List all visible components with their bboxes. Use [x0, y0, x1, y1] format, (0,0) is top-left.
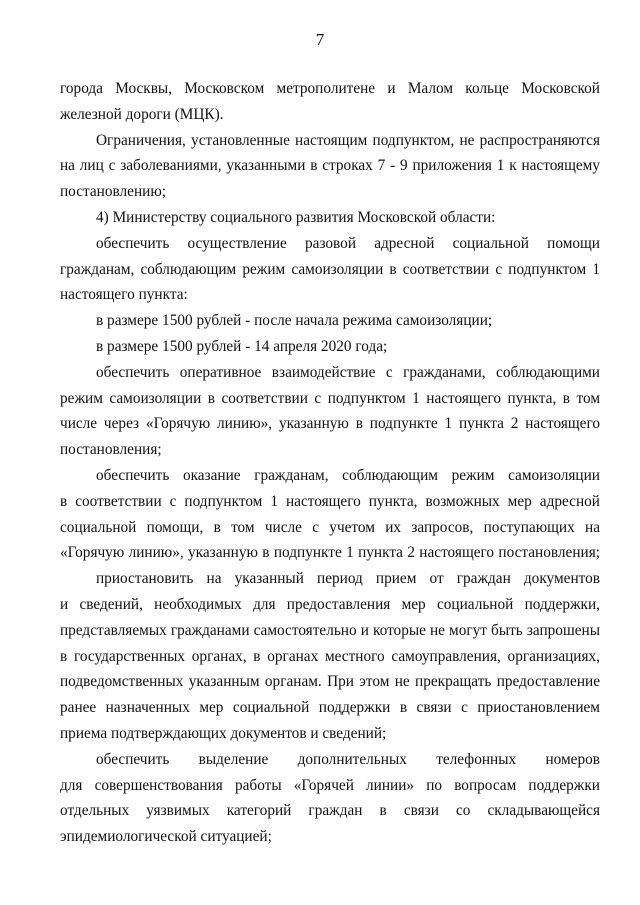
text-line: «Горячую линию», указанную в подпункте 1 пункта 2 настоящего постановления;	[60, 544, 600, 562]
text-line: режим самоизоляции в соответствии с подпунктом 1 настоящего пункта, в том	[60, 389, 600, 407]
text-line: постановления;	[60, 441, 162, 459]
text-line: подведомственных указанным органам. При этом не прекращать предоставление	[60, 673, 600, 691]
text-line: числе через «Горячую линию», указанную в подпункте 1 пункта 2 настоящего	[60, 415, 600, 433]
text-line: социальной помощи, в том числе с учетом их запросов, поступающих на	[60, 518, 600, 536]
text-line: гражданам, соблюдающим режим самоизоляции в соответствии с подпунктом 1	[60, 260, 600, 278]
text-line: в размере 1500 рублей - после начала режима самоизоляции;	[96, 312, 493, 330]
text-line: города Москвы, Московском метрополитене и Малом кольце Московской	[60, 80, 600, 97]
text-line: постановлению;	[60, 183, 166, 201]
text-line: приостановить на указанный период прием от граждан документов	[96, 570, 600, 588]
text-line: и сведений, необходимых для предоставления мер социальной поддержки,	[60, 595, 600, 613]
text-line: обеспечить оказание гражданам, соблюдающим режим самоизоляции	[96, 466, 600, 484]
document-body	[60, 76, 600, 850]
text-line: ранее назначенных мер социальной поддержки в связи с приостановлением	[60, 699, 600, 717]
text-line: железной дороги (МЦК).	[60, 105, 224, 123]
text-line: отдельных уязвимых категорий граждан в связи со складывающейся	[60, 802, 600, 820]
text-line: Ограничения, установленные настоящим подпунктом, не распространяются	[96, 131, 600, 149]
text-line: в соответствии с подпунктом 1 настоящего пункта, возможных мер адресной	[60, 492, 600, 510]
text-line: 4) Министерству социального развития Московской области:	[96, 208, 496, 226]
text-line: обеспечить осуществление разовой адресной социальной помощи	[96, 234, 600, 252]
page-number: 7	[315, 30, 325, 49]
text-line: обеспечить выделение дополнительных телефонных номеров	[96, 750, 600, 768]
text-line: настоящего пункта:	[60, 286, 188, 304]
text-line: в размере 1500 рублей - 14 апреля 2020 года;	[96, 337, 388, 355]
text-line: для совершенствования работы «Горячей линии» по вопросам поддержки	[60, 776, 600, 794]
text-line: представляемых гражданами самостоятельно и которые не могут быть запрошены	[60, 621, 600, 639]
text-line: эпидемиологической ситуацией;	[60, 828, 272, 846]
text-line: обеспечить оперативное взаимодействие с гражданами, соблюдающими	[96, 363, 600, 381]
text-line: приема подтверждающих документов и сведений;	[60, 724, 387, 742]
text-line: в государственных органах, в органах местного самоуправления, организациях,	[60, 647, 600, 665]
text-line: на лиц с заболеваниями, указанными в строках 7 - 9 приложения 1 к настоящему	[60, 157, 600, 175]
